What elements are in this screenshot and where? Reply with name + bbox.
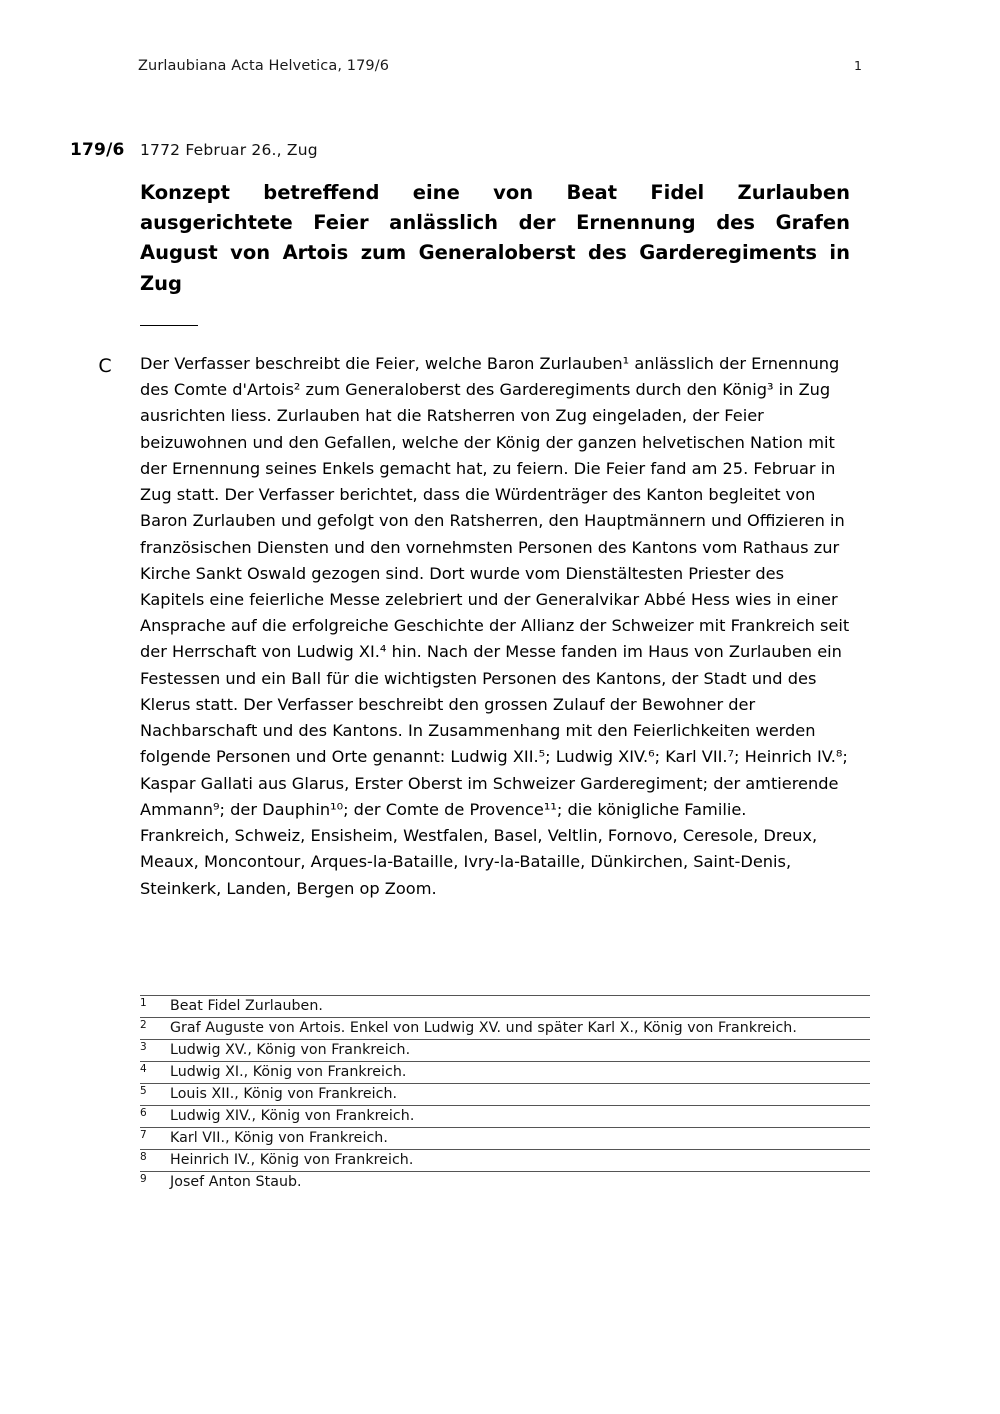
abstract-paragraph-2: Frankreich, Schweiz, Ensisheim, Westfalen, Basel, Veltlin, Fornovo, Ceresole, Dreux, Meaux, Moncontour, Arques-la-Bataille, Ivry-la-Bataille, Dünkirchen, Saint-Denis, Steinkerk, Landen, Bergen op Zoom. <box>140 826 818 898</box>
running-header-title: Zurlaubiana Acta Helvetica, 179/6 <box>138 58 390 74</box>
footnote-text: Louis XII., König von Frankreich. <box>170 1086 398 1102</box>
abstract-paragraph-1: Der Verfasser beschreibt die Feier, welche Baron Zurlauben¹ anlässlich der Ernennung des Comte d'Artois² zum Generaloberst des Garderegiments durch den König³ in Zug ausrichten liess. Zurlauben hat die Ratsherren von Zug eingeladen, der Feier beizuwohnen und den Gefallen, welche der König der ganzen helvetischen Nation mit der Ernennung seines Enkels gemacht hat, zu feiern. Die Feier fand am 25. Februar in Zug statt. Der Verfasser berichtet, dass die Würdenträger des Kanton begleitet von Baron Zurlauben und gefolgt von den Ratsherren, den Hauptmännern und Offizieren in französischen Diensten und den vornehmsten Personen des Kantons vom Rathaus zur Kirche Sankt Oswald gezogen sind. Dort wurde vom Dienstältesten Priester des Kapitels eine feierliche Messe zelebriert und der Generalvikar Abbé Hess wies in einer Ansprache auf die erfolgreiche Geschichte der Allianz der Schweizer mit Frankreich seit der Herrschaft von Ludwig XI.⁴ hin. Nach der Messe fanden im Haus von Zurlauben ein Festessen und ein Ball für die wichtigsten Personen des Kantons, der Stadt und des Klerus statt. Der Verfasser beschreibt den grossen Zulauf der Bewohner der Nachbarschaft und des Kantons. In Zusammenhang mit den Feierlichkeiten werden folgende Personen und Orte genannt: Ludwig XII.⁵; Ludwig XIV.⁶; Karl VII.⁷; Heinrich IV.⁸; Kaspar Gallati aus Glarus, Erster Oberst im Schweizer Garderegiment; der amtierende Ammann⁹; der Dauphin¹⁰; der Comte de Provence¹¹; die königliche Familie. <box>140 353 850 819</box>
page-number: 1 <box>853 58 862 73</box>
footnote-item <box>140 1018 870 1040</box>
footnote-number: 2 <box>140 1019 147 1031</box>
document-title: Konzept betreffend eine von Beat Fidel Zurlauben ausgerichtete Feier anlässlich der Ernennung des Grafen August von Artois zum Generaloberst des Garderegiments in Zug <box>140 181 850 295</box>
running-header <box>138 58 862 74</box>
footnote-text: Ludwig XI., König von Frankreich. <box>170 1064 407 1080</box>
footnote-text: Ludwig XV., König von Frankreich. <box>170 1042 411 1058</box>
signature-line <box>70 140 930 160</box>
abstract-marker: C <box>98 354 112 377</box>
footnote-text: Ludwig XIV., König von Frankreich. <box>170 1108 415 1124</box>
document-date-place: 1772 Februar 26., Zug <box>140 141 318 159</box>
footnote-number: 1 <box>140 997 147 1009</box>
document-signature: 179/6 <box>70 140 125 160</box>
footnotes-section <box>140 995 870 1193</box>
footnote-text: Josef Anton Staub. <box>170 1174 302 1190</box>
footnote-text: Heinrich IV., König von Frankreich. <box>170 1152 414 1168</box>
footnote-text: Karl VII., König von Frankreich. <box>170 1130 388 1146</box>
footnote-text: Graf Auguste von Artois. Enkel von Ludwig XV. und später Karl X., König von Frankreich. <box>170 1020 797 1036</box>
footnote-item <box>140 1062 870 1084</box>
footnote-number: 6 <box>140 1107 147 1119</box>
footnote-number: 3 <box>140 1041 147 1053</box>
footnote-number: 5 <box>140 1085 147 1097</box>
footnote-text: Beat Fidel Zurlauben. <box>170 998 323 1014</box>
footnote-item <box>140 1128 870 1150</box>
title-separator-rule <box>140 325 198 326</box>
abstract-text <box>140 351 850 902</box>
footnote-item <box>140 1172 870 1193</box>
footnote-item <box>140 996 870 1018</box>
abstract-section <box>70 351 930 902</box>
footnote-number: 9 <box>140 1173 147 1185</box>
footnote-number: 4 <box>140 1063 147 1075</box>
footnote-item <box>140 1040 870 1062</box>
footnote-number: 8 <box>140 1151 147 1163</box>
title-separator-wrap <box>140 325 930 335</box>
footnote-item <box>140 1106 870 1128</box>
footnote-item <box>140 1084 870 1106</box>
document-body <box>70 140 930 902</box>
footnote-item <box>140 1150 870 1172</box>
footnote-number: 7 <box>140 1129 147 1141</box>
